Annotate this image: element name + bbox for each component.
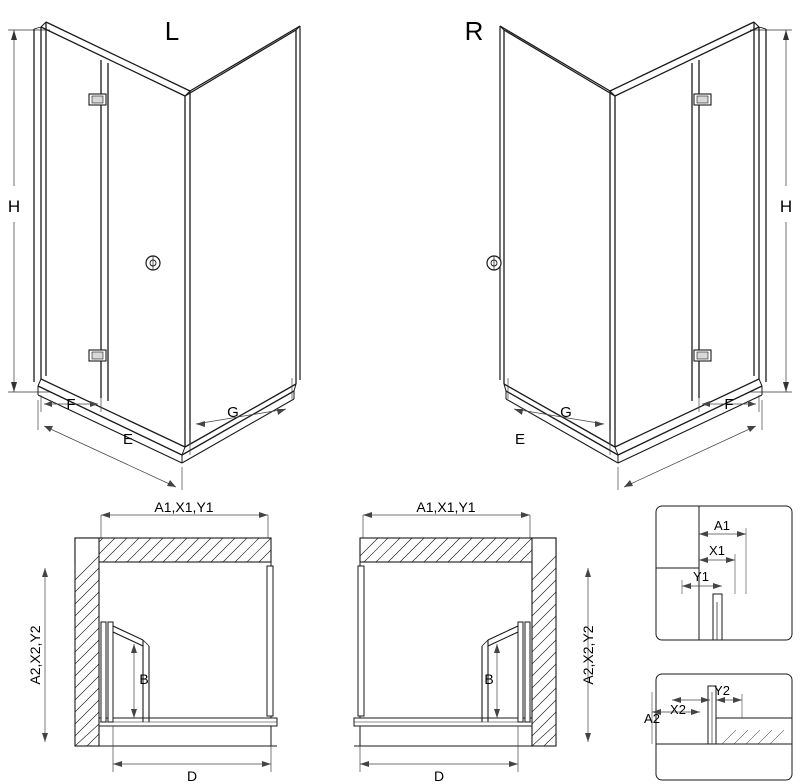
detail-label-X2: X2 xyxy=(670,702,686,717)
detail-label-X1: X1 xyxy=(709,543,725,558)
view-plan-right xyxy=(354,499,596,784)
dim-label-A1X1Y1-plan-right: A1,X1,Y1 xyxy=(416,499,476,515)
dim-label-A2X2Y2-plan-right: A2,X2,Y2 xyxy=(580,625,596,685)
dim-label-F-left: F xyxy=(66,396,76,413)
dim-label-D-plan-left: D xyxy=(186,768,198,784)
detail-bottom xyxy=(644,674,792,780)
dim-label-D-plan-right: D xyxy=(433,768,445,784)
dim-label-E-left: E xyxy=(122,431,134,448)
detail-label-Y2: Y2 xyxy=(714,683,730,698)
detail-label-Y1: Y1 xyxy=(693,569,709,584)
detail-top xyxy=(656,506,792,640)
view-iso-left xyxy=(8,16,300,490)
dim-label-G-right: G xyxy=(560,404,572,421)
detail-label-A2: A2 xyxy=(644,711,660,726)
dim-label-A1X1Y1-plan-left: A1,X1,Y1 xyxy=(154,499,214,515)
view-plan-left xyxy=(27,499,277,784)
dim-label-B-plan-right: B xyxy=(484,671,494,687)
variant-label-L: L xyxy=(164,16,180,46)
dim-label-H-left: H xyxy=(7,197,21,216)
detail-label-A1: A1 xyxy=(714,518,730,533)
dim-label-A2X2Y2-plan-left: A2,X2,Y2 xyxy=(27,625,43,685)
dim-label-G-left: G xyxy=(227,404,239,421)
dim-label-B-plan-left: B xyxy=(139,671,149,687)
variant-label-R: R xyxy=(464,16,484,46)
dim-label-E-right: E xyxy=(514,431,526,448)
dim-label-F-right: F xyxy=(724,396,734,413)
view-iso-right xyxy=(465,16,793,490)
dim-label-H-right: H xyxy=(779,197,793,216)
